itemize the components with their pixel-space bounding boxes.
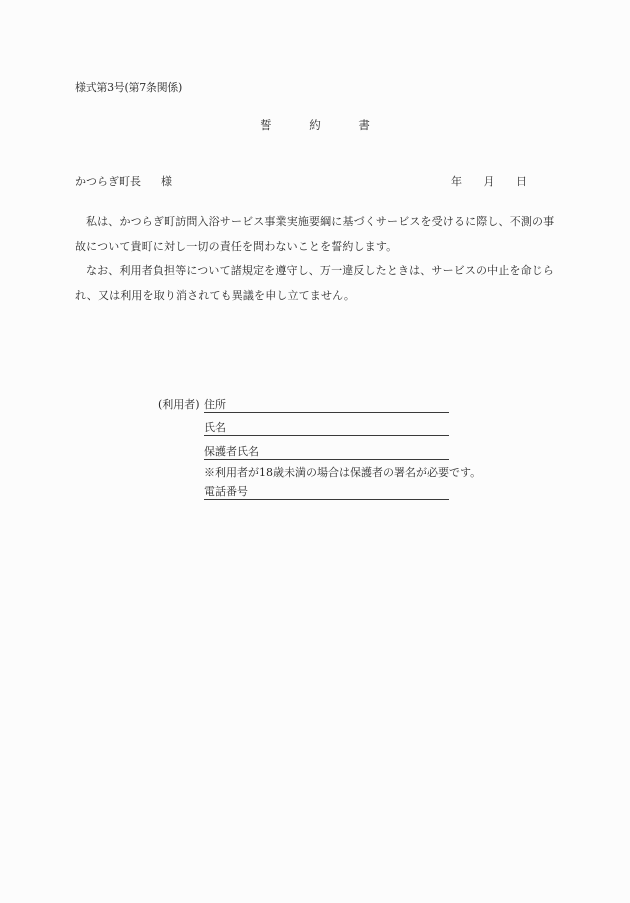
name-label: 氏名 [204, 421, 226, 434]
address-field[interactable] [204, 399, 449, 413]
title-char: 書 [358, 118, 370, 132]
title-char: 約 [309, 118, 321, 132]
pledge-body [75, 210, 557, 308]
date-month-field[interactable]: 月 [483, 175, 495, 188]
guardian-note: ※利用者が18歳未満の場合は保護者の署名が必要です。 [204, 466, 482, 479]
guardian-name-label: 保護者氏名 [204, 445, 259, 458]
form-number: 様式第3号(第7条関係) [75, 81, 182, 94]
guardian-name-field[interactable] [204, 446, 449, 460]
addressee-name: かつらぎ町長 [75, 175, 141, 188]
phone-label: 電話番号 [204, 485, 248, 498]
date-year-field[interactable]: 年 [451, 175, 462, 188]
date-line [451, 176, 545, 187]
name-field[interactable] [204, 422, 449, 436]
addressee [75, 176, 172, 187]
title-char: 誓 [260, 118, 272, 132]
addressee-honorific: 様 [161, 175, 172, 188]
pledge-paragraph-1: 私は、かつらぎ町訪問入浴サービス事業実施要綱に基づくサービスを受けるに際し、不測の事故について貴町に対し一切の責任を問わないことを誓約します。 [75, 215, 555, 253]
phone-field[interactable] [204, 486, 449, 500]
applicant-label: (利用者) [158, 398, 200, 411]
date-day-field[interactable]: 日 [516, 175, 527, 188]
document-title [0, 120, 630, 132]
address-label: 住所 [204, 398, 226, 411]
pledge-paragraph-2: なお、利用者負担等について諸規定を遵守し、万一違反したときは、サービスの中止を命じられ、又は利用を取り消されても異議を申し立てません。 [75, 264, 555, 302]
